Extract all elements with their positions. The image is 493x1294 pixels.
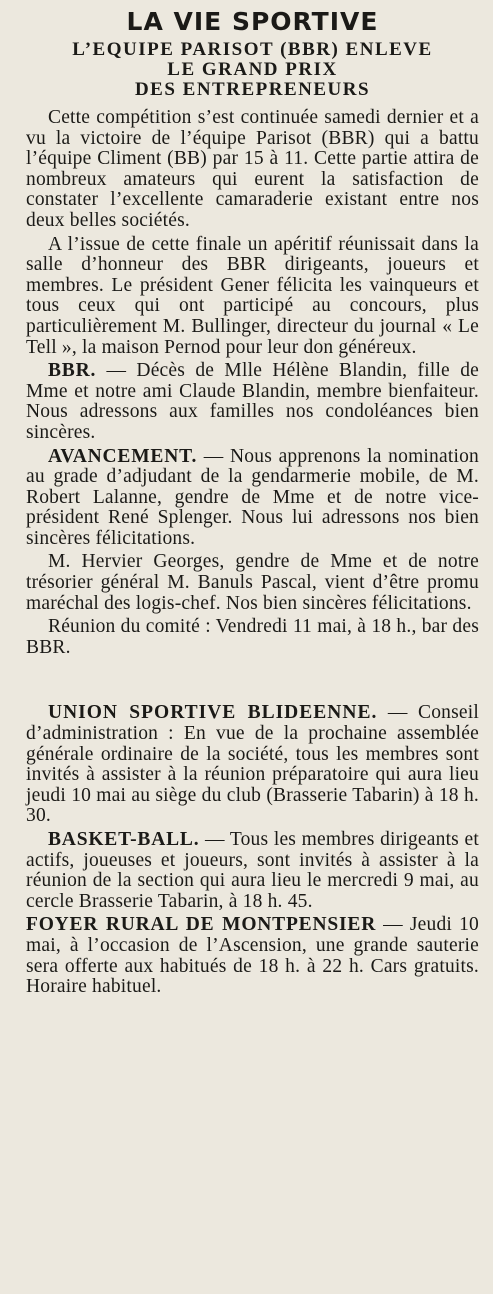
kicker-basket-ball: BASKET-BALL. [48,829,200,850]
kicker-foyer-rural: FOYER RURAL DE MONTPENSIER [26,914,377,936]
section-title: LA VIE SPORTIVE [126,7,379,36]
text-foyer-rural: — Jeudi 10 mai, à l’occasion de l’Ascension, une grande sauterie sera offerte aux habitués de 18 h. à 22 h. Cars gratuits. Horaire habituel. [26,914,479,998]
column-gap [26,661,479,703]
paragraph-hervier: M. Hervier Georges, gendre de Mme et de notre trésorier général M. Banuls Pascal, vient d’être promu maréchal des logis-chef. Nos bien sincères félicitations. [26,551,479,614]
paragraph-avancement [26,447,479,550]
text-basket-ball: — Tous les membres dirigeants et actifs, joueuses et joueurs, sont invités à assister à la réunion de la section qui aura lieu le mercredi 9 mai, au cercle Brasserie Tabarin, à 18 h. 45. [26,829,479,912]
paragraph-competition: Cette compétition s’est continuée samedi dernier et a vu la victoire de l’équipe Parisot (BBR) qui a battu l’équipe Climent (BB) par 15 à 11. Cette partie attira de nombreux amateurs qui eurent la satisfaction de constater l’excellente camaraderie existant entre nos deux belles sociétés. [26,107,479,231]
paragraph-bbr-deces [26,361,479,443]
kicker-avancement: AVANCEMENT. [48,445,198,467]
text-usb: — Conseil d’administration : En vue de la prochaine assemblée générale ordinaire de la société, tous les membres sont invités à assister à la réunion préparatoire qui aura lieu jeudi 10 mai au siège du club (Brasserie Tabarin) à 18 h. 30. [26,702,479,827]
paragraph-foyer-rural [26,915,479,997]
text-avancement: — Nous apprenons la nomination au grade d’adjudant de la gendarmerie mobile, de M. Robert Lalanne, gendre de Mme et de notre vice-président René Splenger. Nous lui adressons nos bien sincères félicitations. [26,445,479,549]
text-bbr-deces: — Décès de Mlle Hélène Blandin, fille de Mme et notre ami Claude Blandin, membre bienfaiteur. Nous adressons aux familles nos condoléances bien sincères. [26,360,479,443]
paragraph-reunion-comite: Réunion du comité : Vendredi 11 mai, à 18 h., bar des BBR. [26,616,479,658]
paragraph-usb [26,703,479,827]
kicker-usb: UNION SPORTIVE BLIDEENNE. [48,702,378,724]
paragraph-basket-ball [26,830,479,912]
headline-line-1: L’EQUIPE PARISOT (BBR) ENLEVE [72,39,433,60]
article-headline [26,40,479,100]
paragraph-aperitif: A l’issue de cette finale un apéritif réunissait dans la salle d’honneur des BBR dirigeants, joueurs et membres. Le président Gener félicita les vainqueurs et tous ceux qui ont participé au concours, plus particulièrement M. Bullinger, directeur du journal « Le Tell », la maison Pernod pour leur don généreux. [26,233,479,358]
kicker-bbr: BBR. [48,360,97,382]
headline-line-2: LE GRAND PRIX [167,59,338,80]
headline-line-3: DES ENTREPRENEURS [134,79,371,100]
